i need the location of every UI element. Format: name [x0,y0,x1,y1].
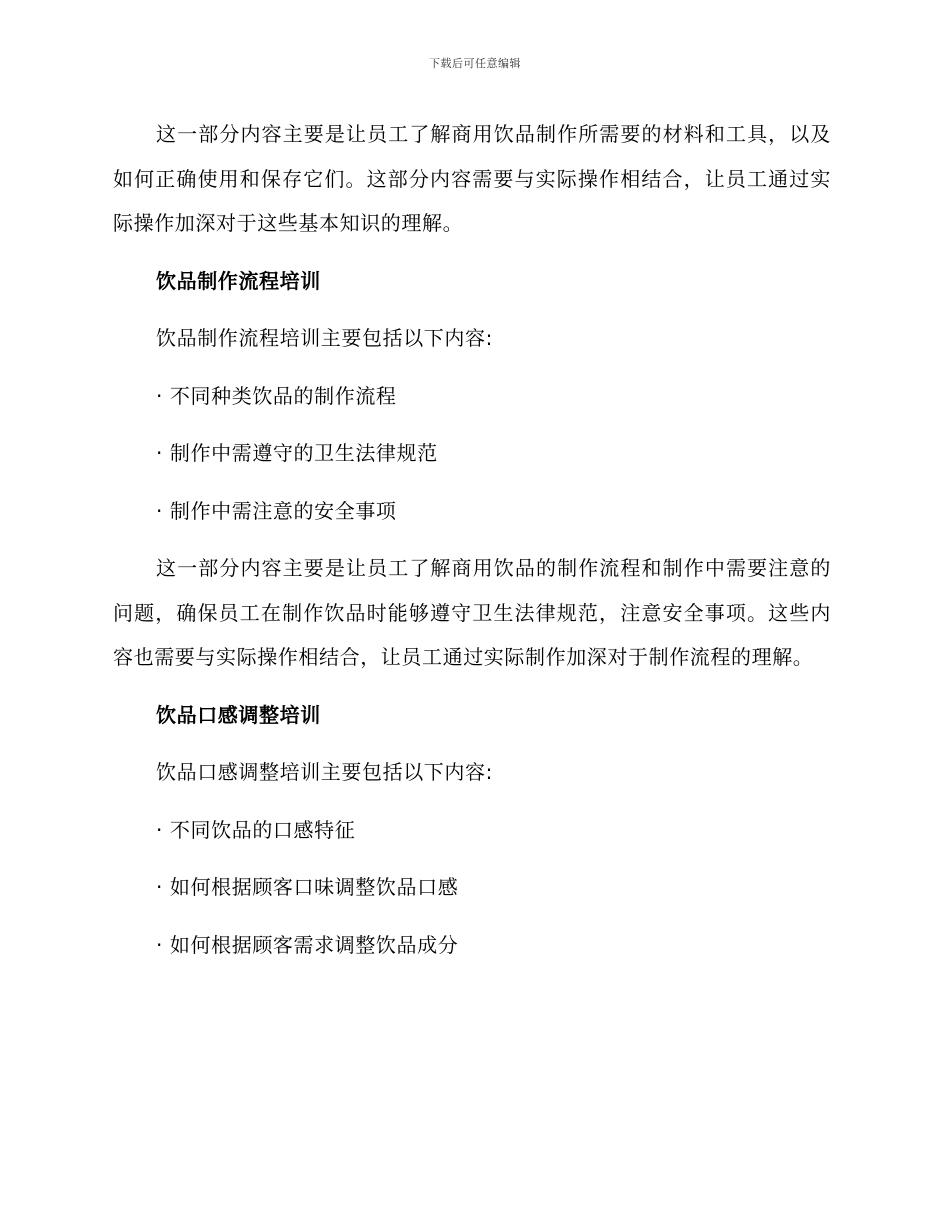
list-item: · 不同饮品的口感特征 [156,817,356,842]
list-item: · 制作中需注意的安全事项 [156,498,397,523]
list-item: · 如何根据顾客需求调整饮品成分 [156,932,459,957]
page-header: 下载后可任意编辑 [429,57,521,70]
list-item: · 如何根据顾客口味调整饮品口感 [156,875,459,899]
section-heading-taste: 饮品口感调整培训 [156,702,321,727]
list-item: · 不同种类饮品的制作流程 [156,383,397,408]
document-body [113,112,831,967]
paragraph-materials: 这一部分内容主要是让员工了解商用饮品制作所需要的材料和工具，以及如何正确使用和保存它们。这部分内容需要与实际操作相结合，让员工通过实际操作加深对于这些基本知识的理解。 [113,122,831,235]
paragraph-process: 这一部分内容主要是让员工了解商用饮品的制作流程和制作中需要注意的问题，确保员工在制作饮品时能够遵守卫生法律规范，注意安全事项。这些内容也需要与实际操作相结合，让员工通过实际制作加深对于制作流程的理解。 [113,556,831,669]
section-heading-process: 饮品制作流程培训 [156,268,321,293]
list-item: · 制作中需遵守的卫生法律规范 [156,441,438,465]
section-intro-taste: 饮品口感调整培训主要包括以下内容: [156,760,493,784]
section-intro-process: 饮品制作流程培训主要包括以下内容: [156,326,493,350]
